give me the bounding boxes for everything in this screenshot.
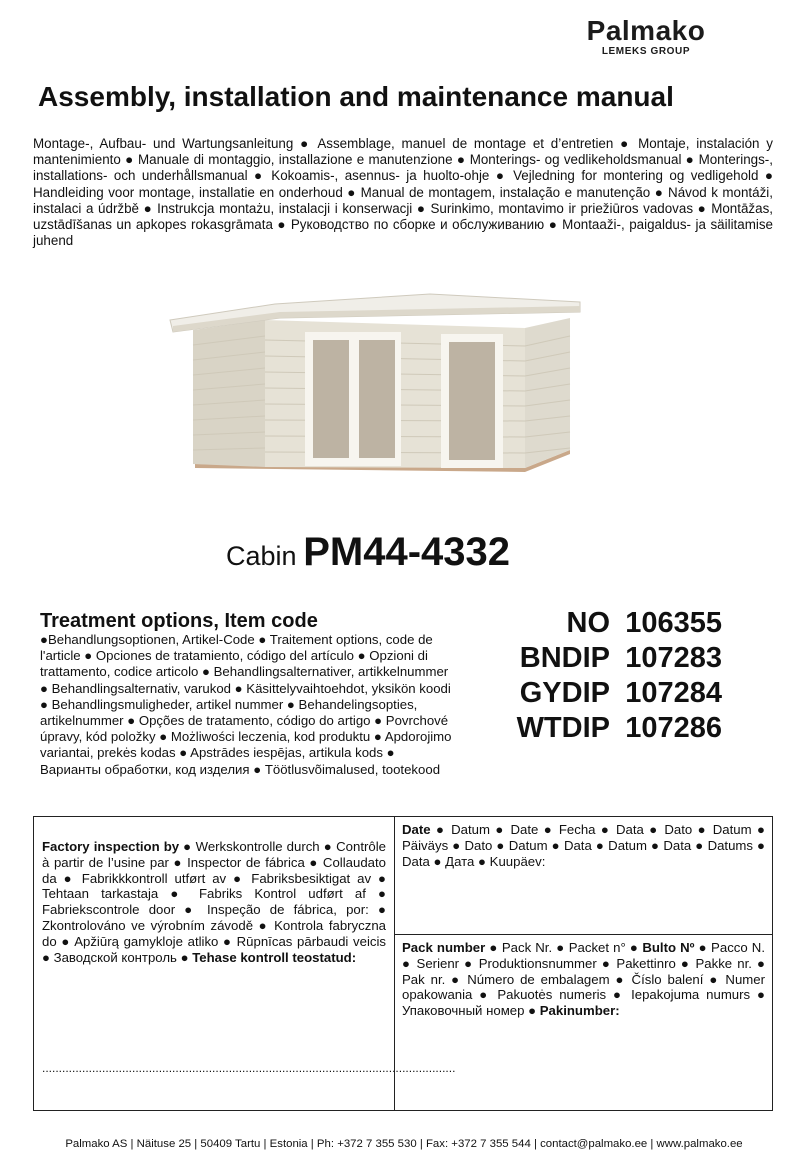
item-code-row	[490, 606, 722, 641]
item-code-row	[490, 711, 722, 746]
cabin-door-glass-left	[313, 340, 349, 458]
logo-group: LEMEKS GROUP	[601, 46, 691, 57]
treatment-code-label: GYDIP	[519, 677, 610, 709]
item-code-number: 107283	[625, 642, 722, 674]
factory-inspection-label: Factory inspection by	[42, 839, 180, 854]
pack-number-bulto: Bulto Nº	[642, 940, 695, 955]
cabin-window-glass	[449, 342, 495, 460]
factory-inspection-tail: Tehase kontroll teostatud:	[192, 949, 357, 965]
date-label: Date	[402, 822, 431, 837]
treatment-code-label: WTDIP	[516, 712, 610, 744]
factory-inspection-text	[34, 817, 394, 965]
item-code-number: 107286	[625, 712, 722, 744]
date-cell[interactable]	[395, 817, 772, 935]
treatment-code-label: BNDIP	[519, 642, 610, 674]
signature-line: ............................................................................................................................	[42, 1061, 456, 1075]
cabin-door-glass-right	[359, 340, 395, 458]
logo-brand: Palmako	[586, 15, 706, 46]
item-code-number: 107284	[625, 677, 722, 709]
model-code: PM44-4332	[303, 530, 511, 574]
company-footer: Palmako AS | Näituse 25 | 50409 Tartu | Estonia | Ph: +372 7 355 530 | Fax: +372 7 355 544 | contact@palmako.ee | www.palmako.ee	[65, 1138, 743, 1150]
factory-inspection-translations: ● Werkskontrolle durch ● Contrôle à partir de l’usine par ● Inspector de fábrica ● Collaudato da ● Fabrikkkontroll utført av ● Fabriksbesiktigat av ● Tehtaan tarkastaja ● Fabriks Kontrol udført af ● Fabriekscontrole door ● Inspeção de fábrica, por: ● Zkontrolováno ve výrobním závodě ● Kontrola fabryczna do ● Apžiūrą gamykloje atliko ● Rūpnīcas pārbaudi veicis ● Заводской контроль ●	[42, 839, 386, 965]
item-code-list	[490, 606, 722, 746]
item-code-row	[490, 676, 722, 711]
pack-number-cell[interactable]	[395, 935, 772, 1110]
item-code-row	[490, 641, 722, 676]
treatment-translations: ●Behandlungsoptionen, Artikel-Code ● Traitement options, code de l'article ● Opciones de tratamiento, código del artículo ● Opzioni di trattamento, codice articolo ● Behandlingsalternativer, artikkelnummer ● Behandlingsalternativ, varukod ● Käsittelyvaihtoehdot, yksikön koodi ● Behandlingsmuligheder, artikel nummer ● Behandelingsopties, artikelnummer ● Opções de tratamento, código do artigo ● Povrchové úpravy, kód položky ● Możliwości leczenia, kod produktu ● Apdorojimo variantai, prekės kodas ● Apstrādes iespējas, artikula kods ● Варианты обработки, код изделия ● Töötlusvõimalused, tootekood	[40, 632, 452, 777]
date-translations: ● Datum ● Date ● Fecha ● Data ● Dato ● Datum ● Päiväys ● Dato ● Datum ● Data ● Datum ● Data ● Datums ● Data ● Дата ● Kuupäev:	[402, 822, 765, 869]
page-title: Assembly, installation and maintenance manual	[38, 81, 674, 112]
model-prefix: Cabin	[226, 541, 297, 571]
brand-logo	[556, 12, 736, 57]
cabin-side-wall	[193, 320, 265, 467]
title-translations: Montage-, Aufbau- und Wartungsanleitung ● Assemblage, manuel de montage et d’entretien ● Montaje, instalación y mantenimiento ● Manuale di montaggio, installazione e manutenzione ● Monterings- og vedlikeholdsmanual ● Monterings-, installations- och underhållsmanual ● Kokoamis-, asennus- ja huolto-ohje ● Vejledning for montering og vedligehold ● Handleiding voor montage, installatie en onderhoud ● Manual de montagem, instalação e manutenção ● Návod k montáži, instalaci a údržbě ● Instrukcja montażu, instalacji i konserwacji ● Surinkimo, montavimo ir priežiūros vadovas ● Montāžas, uzstādīšanas un apkopes rokasgrāmata ● Руководство по сборке и обслуживанию ● Montaaži-, paigaldus- ja säilitamise juhend	[33, 136, 773, 249]
item-code-number: 106355	[625, 607, 722, 639]
inspection-form	[33, 816, 773, 1111]
pack-number-text	[395, 935, 772, 1019]
pack-number-translations-2: ● Pacco N. ● Serienr ● Produktionsnummer ● Pakettinro ● Pakke nr. ● Pak nr. ● Número de embalagem ● Číslo balení ● Numer opakowania ● Pakuotės numeris ● Iepakojuma numurs ● Упаковочный номер ●	[402, 940, 765, 1019]
pack-number-tail: Pakinumber:	[539, 1003, 620, 1019]
treatment-code-label: NO	[566, 607, 610, 639]
pack-number-translations: ● Pack Nr. ● Packet n° ●	[485, 940, 643, 955]
pack-number-label: Pack number	[402, 940, 486, 955]
model-title	[226, 528, 510, 582]
cabin-illustration	[165, 290, 585, 480]
date-text	[395, 817, 772, 869]
treatment-heading: Treatment options, Item code	[40, 610, 318, 632]
